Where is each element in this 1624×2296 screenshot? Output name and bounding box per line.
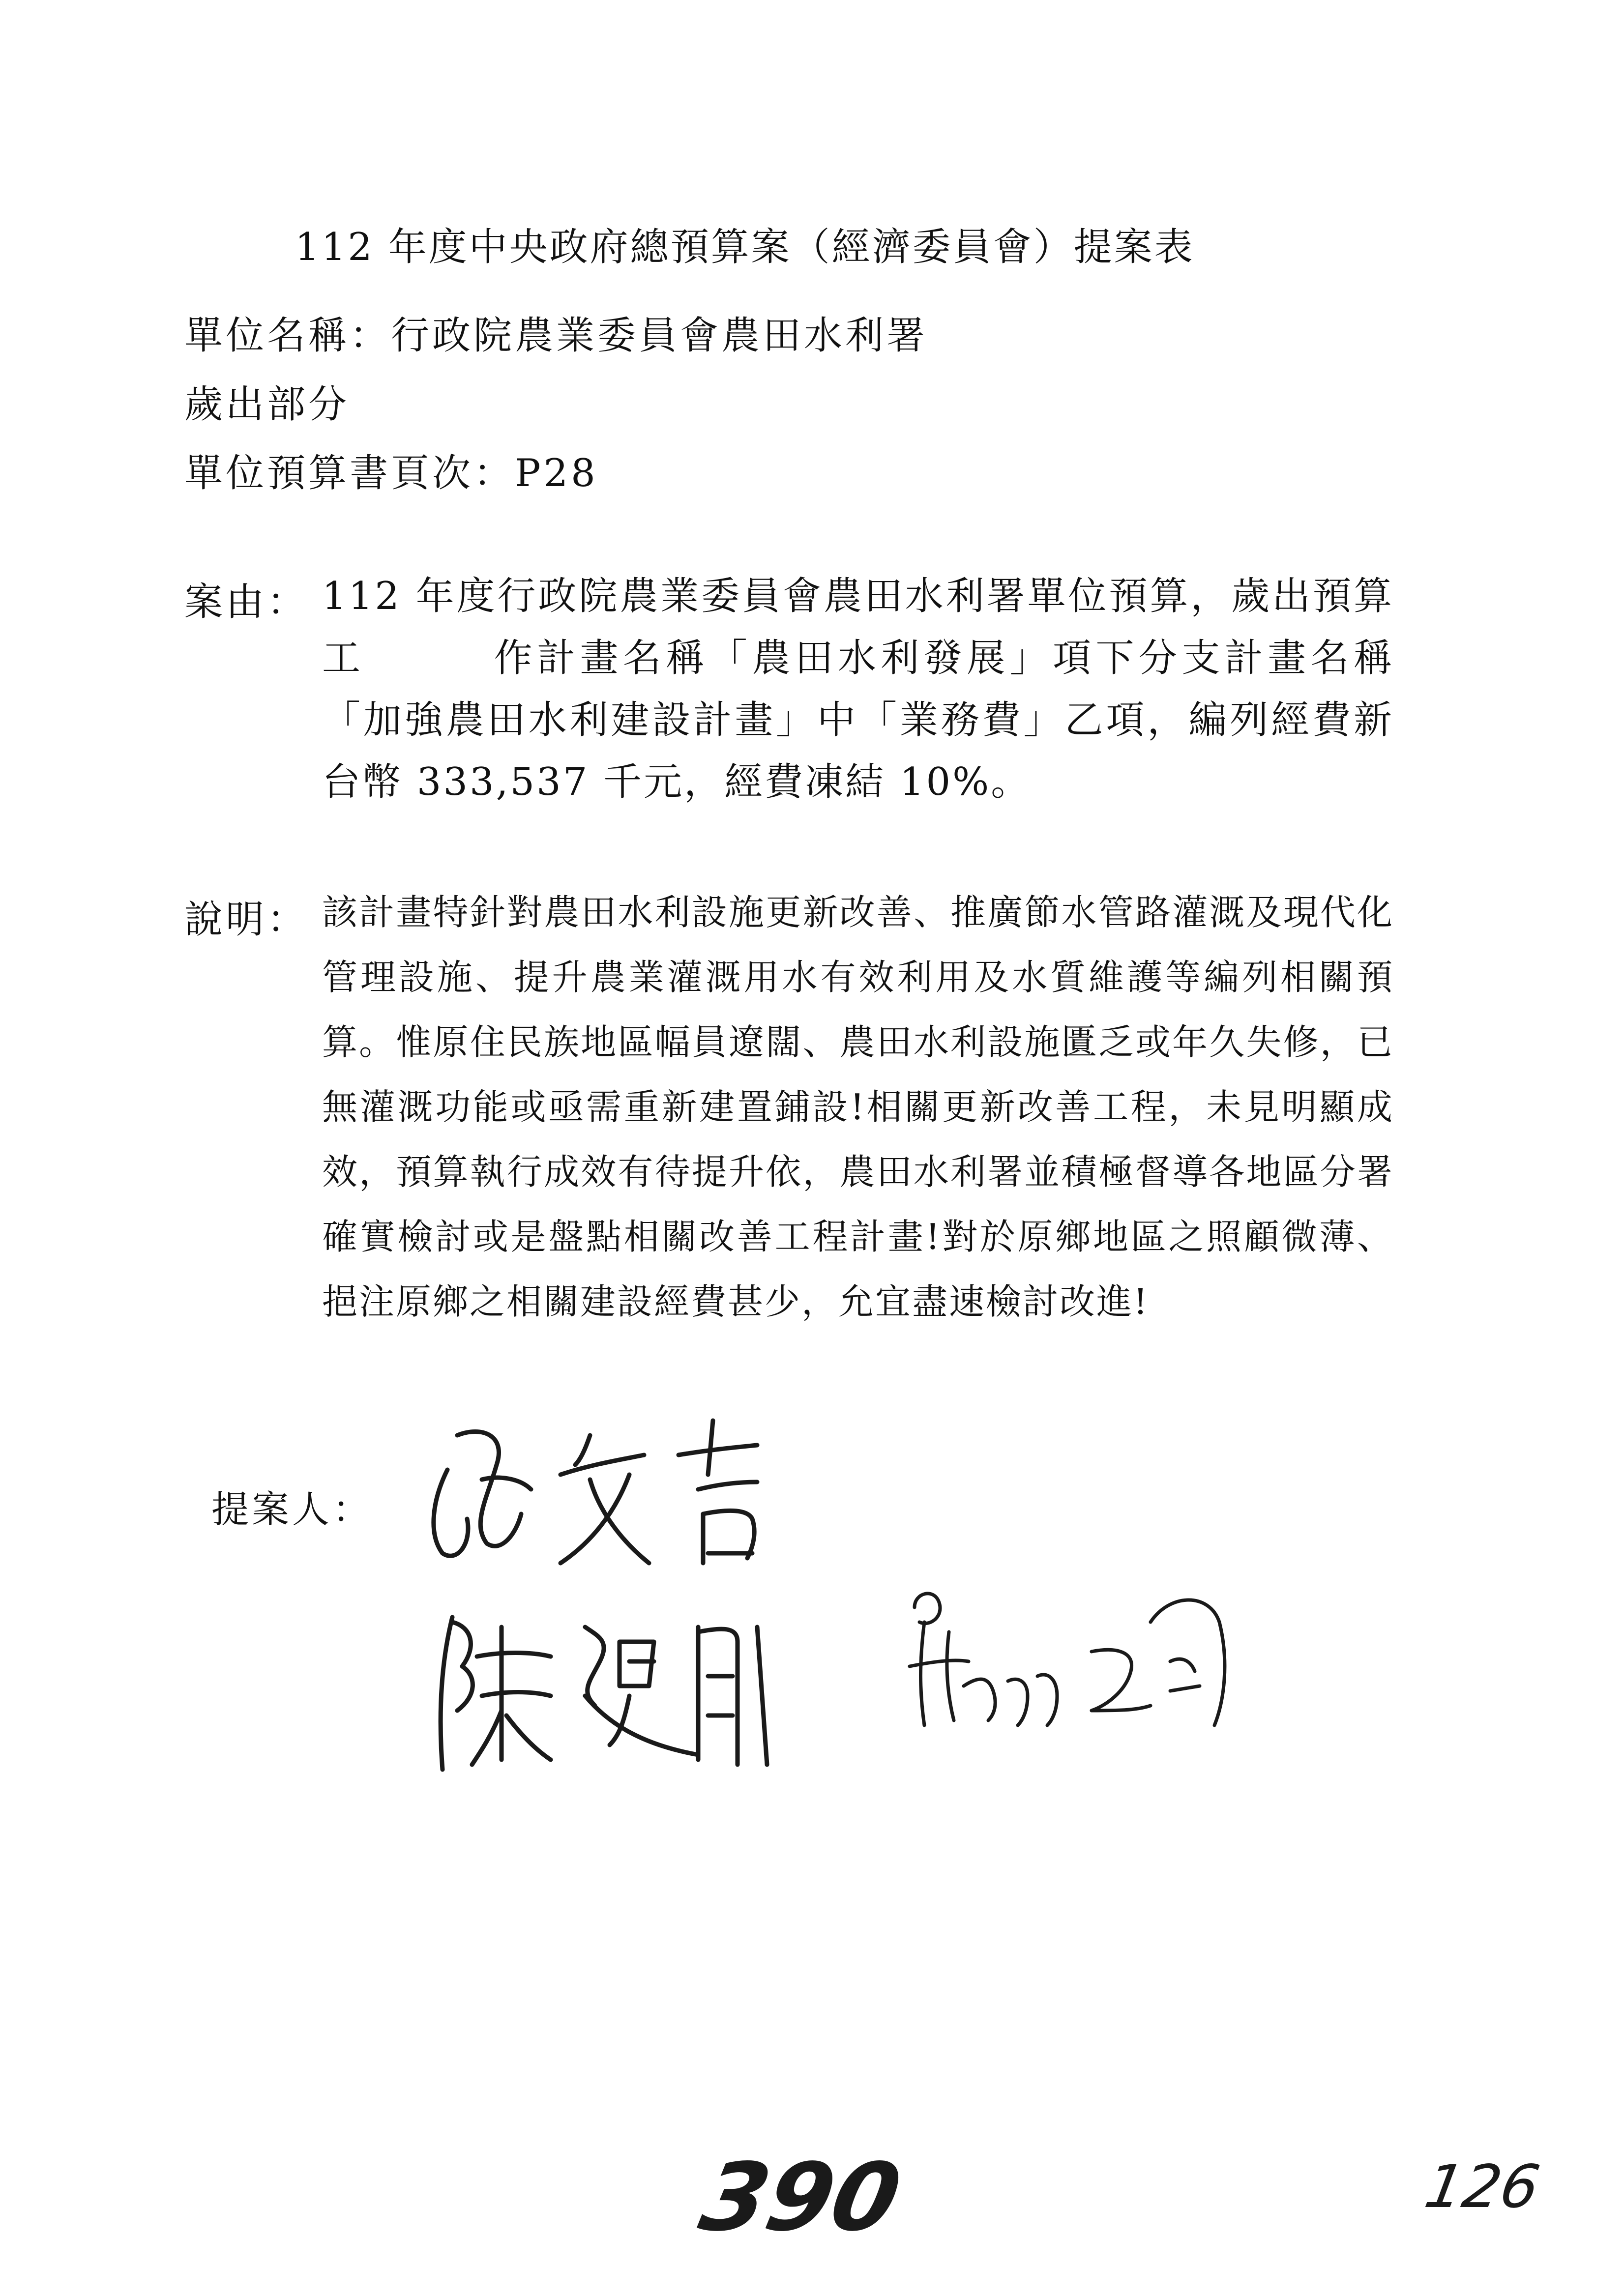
explanation-text: 該計畫特針對農田水利設施更新改善、推廣節水管路灌溉及現代化管理設施、提升農業灌溉用水有效利用及水質維護等編列相關預算。惟原住民族地區幅員遼闊、農田水利設施匱乏或年久失修，已無灌溉功能或亟需重新建置鋪設!相關更新改善工程，未見明顯成效，預算執行成效有待提升依，農田水利署並積極督導各地區分署確實檢討或是盤點相關改善工程計畫!對於原鄉地區之照顧微薄、挹注原鄉之相關建設經費甚少，允宜盡速檢討改進!	[322, 892, 1394, 1322]
signature-3	[895, 1563, 1269, 1750]
unit-name-line: 單位名稱：行政院農業委員會農田水利署	[184, 314, 928, 358]
case-label: 案由：	[184, 580, 309, 624]
handwritten-corner-number: 126	[1419, 2153, 1545, 2221]
explanation-label: 說明：	[184, 898, 309, 942]
budget-page-line: 單位預算書頁次：P28	[184, 451, 598, 495]
handwritten-page-number: 390	[691, 2143, 910, 2252]
signature-1	[413, 1406, 846, 1573]
section-line: 歲出部分	[184, 382, 350, 427]
document-title: 112 年度中央政府總預算案（經濟委員會）提案表	[295, 225, 1195, 269]
signature-2	[423, 1598, 797, 1784]
proposer-label: 提案人：	[211, 1487, 373, 1531]
case-text: 112 年度行政院農業委員會農田水利署單位預算，歲出預算工 作計畫名稱「農田水利發展」項下分支計畫名稱「加強農田水利建設計畫」中「業務費」乙項，編列經費新台幣 333,537 千元，經費凍結 10%。	[322, 574, 1394, 804]
